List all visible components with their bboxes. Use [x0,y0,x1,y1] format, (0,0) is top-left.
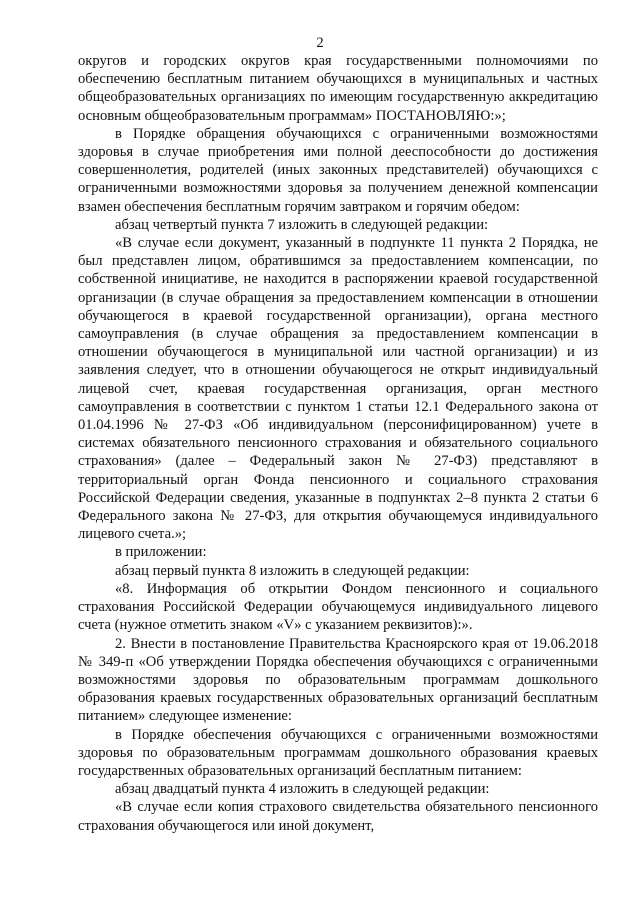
paragraph-1: округов и городских округов края государственными полномочиями по обеспечению бесплатным питанием обучающихся в муниципальных и частных общеобразовательных организациях по имеющим государственную аккредитацию основным общеобразовательным программам» ПОСТАНОВЛЯЮ:»; [78,53,598,124]
paragraph-8: 2. Внести в постановление Правительства Красноярского края от 19.06.2018 № 349-п «Об утверждении Порядка обеспечения обучающихся с ограниченными возможностями здоровья по образовательным программам дошкольного образования краевых государственных образовательных организаций бесплатным питанием» следующее изменение: [78,635,598,725]
paragraph-4: «В случае если документ, указанный в подпункте 11 пункта 2 Порядка, не был представлен лицом, обратившимся за предоставлением компенсации, по собственной инициативе, не находится в распоряжении краевой государственной организации (в случае обращения за предоставлением компенсации в отношении обучающегося в краевой государственной организации), органа местного самоуправления (в случае обращения за предоставлением компенсации в отношении обучающегося в муниципальной или частной организации) и из заявления следует, что в отношении обучающегося не открыт индивидуальный лицевой счет, краевая государственная организация, орган местного самоуправления в соответствии с пунктом 1 статьи 12.1 Федерального закона от 01.04.1996 № 27-ФЗ «Об индивидуальном (персонифицированном) учете в системах обязательного пенсионного страхования и обязательного социального страхования» (далее – Федеральный закон № 27-ФЗ) представляют в территориальный орган Фонда пенсионного и социального страхования Российской Федерации сведения, указанные в подпунктах 2–8 пункта 2 статьи 6 Федерального закона № 27-ФЗ, для открытия обучающемуся индивидуального лицевого счета.»; [78,235,598,543]
paragraph-9: в Порядке обеспечения обучающихся с ограниченными возможностями здоровья по образовательным программам дошкольного образования краевых государственных образовательных организаций бесплатным питанием: [78,726,598,779]
paragraph-11: «В случае если копия страхового свидетельства обязательного пенсионного страхования обучающегося или иной документ, [78,799,598,834]
paragraph-10: абзац двадцатый пункта 4 изложить в следующей редакции: [115,781,490,798]
paragraph-3: абзац четвертый пункта 7 изложить в следующей редакции: [115,216,489,233]
paragraph-7: «8. Информация об открытии Фондом пенсионного и социального страхования Российской Федерации обучающемуся индивидуального лицевого счета (нужное отметить знаком «V» с указанием реквизитов):». [78,580,598,634]
document-body [78,52,598,835]
paragraph-2: в Порядке обращения обучающихся с ограниченными возможностями здоровья в случае приобретения ими полной дееспособности до достижения совершеннолетия, родителей (иных законных представителей) обучающихся с ограниченными возможностями здоровья за получением денежной компенсации взамен обеспечения бесплатным горячим завтраком и горячим обедом: [78,125,598,215]
paragraph-6: абзац первый пункта 8 изложить в следующей редакции: [115,562,470,579]
paragraph-5: в приложении: [115,544,207,561]
page-number: 2 [316,35,324,51]
